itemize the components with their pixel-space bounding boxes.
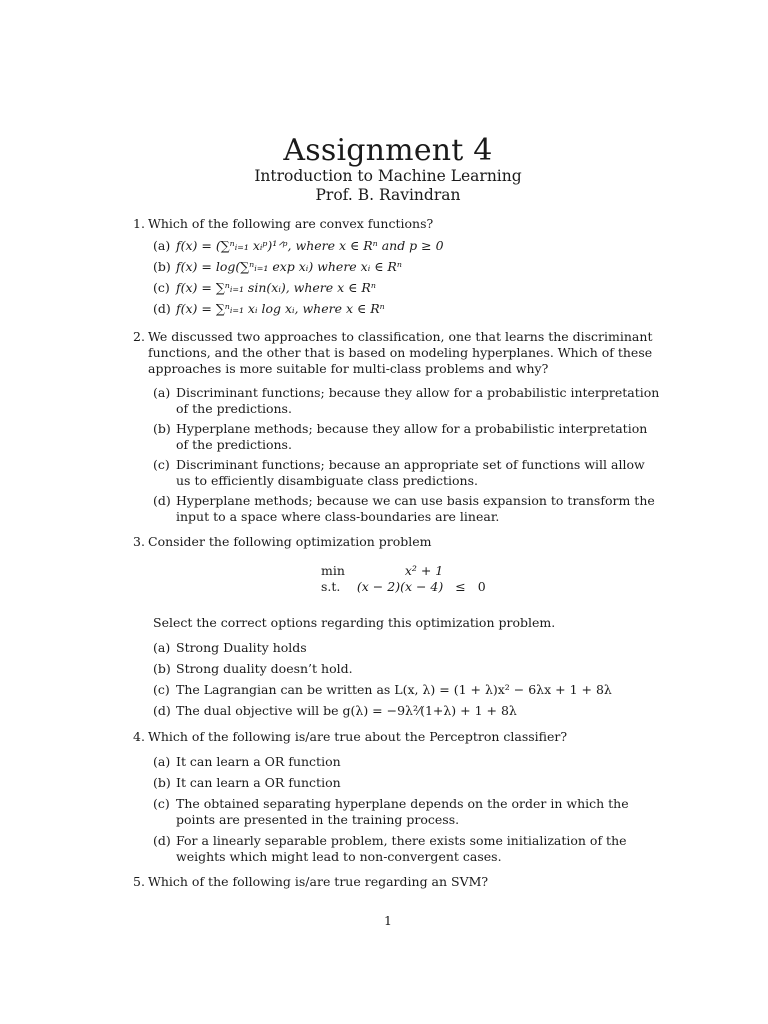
question-text: We discussed two approaches to classification, one that learns the discriminant functions, and the other that is based on modeling hyperplanes. Which of these approaches is more suitable for multi-class problems and why? <box>148 329 653 376</box>
option-d <box>153 301 663 317</box>
question-text: Consider the following optimization problem <box>148 534 432 549</box>
option-b <box>153 421 663 453</box>
option-c <box>153 682 663 698</box>
option-text: Strong Duality holds <box>176 640 307 655</box>
option-b <box>153 775 663 791</box>
objective-expression: x² + 1 <box>404 563 444 578</box>
objective-operator: min <box>321 563 345 578</box>
option-c <box>153 457 663 489</box>
option-label: (d) <box>153 493 171 508</box>
option-text: It can learn a OR function <box>176 754 341 769</box>
option-a <box>153 754 663 770</box>
option-label: (b) <box>153 661 171 676</box>
question-4 <box>133 729 663 870</box>
question-5 <box>133 874 663 890</box>
option-c <box>153 796 663 828</box>
constraint-relation: ≤ <box>455 579 466 594</box>
optimization-problem <box>315 563 492 595</box>
question-number: 1. <box>133 216 145 231</box>
option-text: It can learn a OR function <box>176 775 341 790</box>
option-label: (b) <box>153 259 171 274</box>
course-name: Introduction to Machine Learning <box>254 167 522 185</box>
option-text: The Lagrangian can be written as L(x, λ) = (1 + λ)x² − 6λx + 1 + 8λ <box>176 682 612 697</box>
question-number: 5. <box>133 874 145 889</box>
option-a <box>153 238 663 254</box>
question-text: Which of the following are convex functions? <box>148 216 434 231</box>
option-label: (a) <box>153 385 171 400</box>
question-number: 4. <box>133 729 145 744</box>
option-label: (d) <box>153 301 171 316</box>
option-b <box>153 259 663 275</box>
option-text: f(x) = ∑ⁿᵢ₌₁ sin(xᵢ), where x ∈ Rⁿ <box>176 280 376 295</box>
question-number: 3. <box>133 534 145 549</box>
option-text: The obtained separating hyperplane depends on the order in which the points are presented in the training process. <box>176 796 629 827</box>
option-label: (b) <box>153 775 171 790</box>
question-1 <box>133 216 663 322</box>
option-text: f(x) = (∑ⁿᵢ₌₁ xᵢᵖ)¹ᐟᵖ, where x ∈ Rⁿ and p ≥ 0 <box>176 238 444 253</box>
option-text: Discriminant functions; because an appropriate set of functions will allow us to efficiently disambiguate class predictions. <box>176 457 645 488</box>
option-label: (c) <box>153 796 170 811</box>
page-number: 1 <box>384 913 392 928</box>
question-3-options <box>133 640 663 724</box>
option-d <box>153 833 663 865</box>
question-text: Which of the following is/are true regarding an SVM? <box>148 874 489 889</box>
option-c <box>153 280 663 296</box>
option-text: Discriminant functions; because they allow for a probabilistic interpretation of the predictions. <box>176 385 660 416</box>
option-list <box>153 754 663 865</box>
option-list <box>153 238 663 317</box>
page-title: Assignment 4 <box>283 133 493 168</box>
option-text: f(x) = ∑ⁿᵢ₌₁ xᵢ log xᵢ, where x ∈ Rⁿ <box>176 301 385 316</box>
option-b <box>153 661 663 677</box>
option-d <box>153 703 663 719</box>
constraint-operator: s.t. <box>321 579 341 594</box>
option-label: (d) <box>153 703 171 718</box>
option-text: f(x) = log(∑ⁿᵢ₌₁ exp xᵢ) where xᵢ ∈ Rⁿ <box>176 259 402 274</box>
option-label: (a) <box>153 754 171 769</box>
question-3-intro: Select the correct options regarding this optimization problem. <box>153 615 556 630</box>
option-label: (c) <box>153 682 170 697</box>
instructor-name: Prof. B. Ravindran <box>315 186 461 204</box>
option-label: (d) <box>153 833 171 848</box>
option-label: (b) <box>153 421 171 436</box>
constraint-expression: (x − 2)(x − 4) <box>356 579 444 594</box>
option-text: The dual objective will be g(λ) = −9λ²⁄(1+λ) + 1 + 8λ <box>176 703 517 718</box>
option-text: Hyperplane methods; because they allow for a probabilistic interpretation of the predictions. <box>176 421 648 452</box>
option-list <box>153 385 663 525</box>
option-d <box>153 493 663 525</box>
option-label: (c) <box>153 457 170 472</box>
option-label: (c) <box>153 280 170 295</box>
option-a <box>153 385 663 417</box>
question-text: Which of the following is/are true about the Perceptron classifier? <box>148 729 568 744</box>
option-a <box>153 640 663 656</box>
question-3 <box>133 534 663 550</box>
option-label: (a) <box>153 640 171 655</box>
question-2 <box>133 329 663 530</box>
option-list <box>153 640 663 719</box>
constraint-rhs: 0 <box>477 579 486 594</box>
option-text: For a linearly separable problem, there exists some initialization of the weights which might lead to non-convergent cases. <box>176 833 627 864</box>
option-label: (a) <box>153 238 171 253</box>
option-text: Hyperplane methods; because we can use basis expansion to transform the input to a space where class-boundaries are linear. <box>176 493 655 524</box>
option-text: Strong duality doesn’t hold. <box>176 661 353 676</box>
question-number: 2. <box>133 329 145 344</box>
